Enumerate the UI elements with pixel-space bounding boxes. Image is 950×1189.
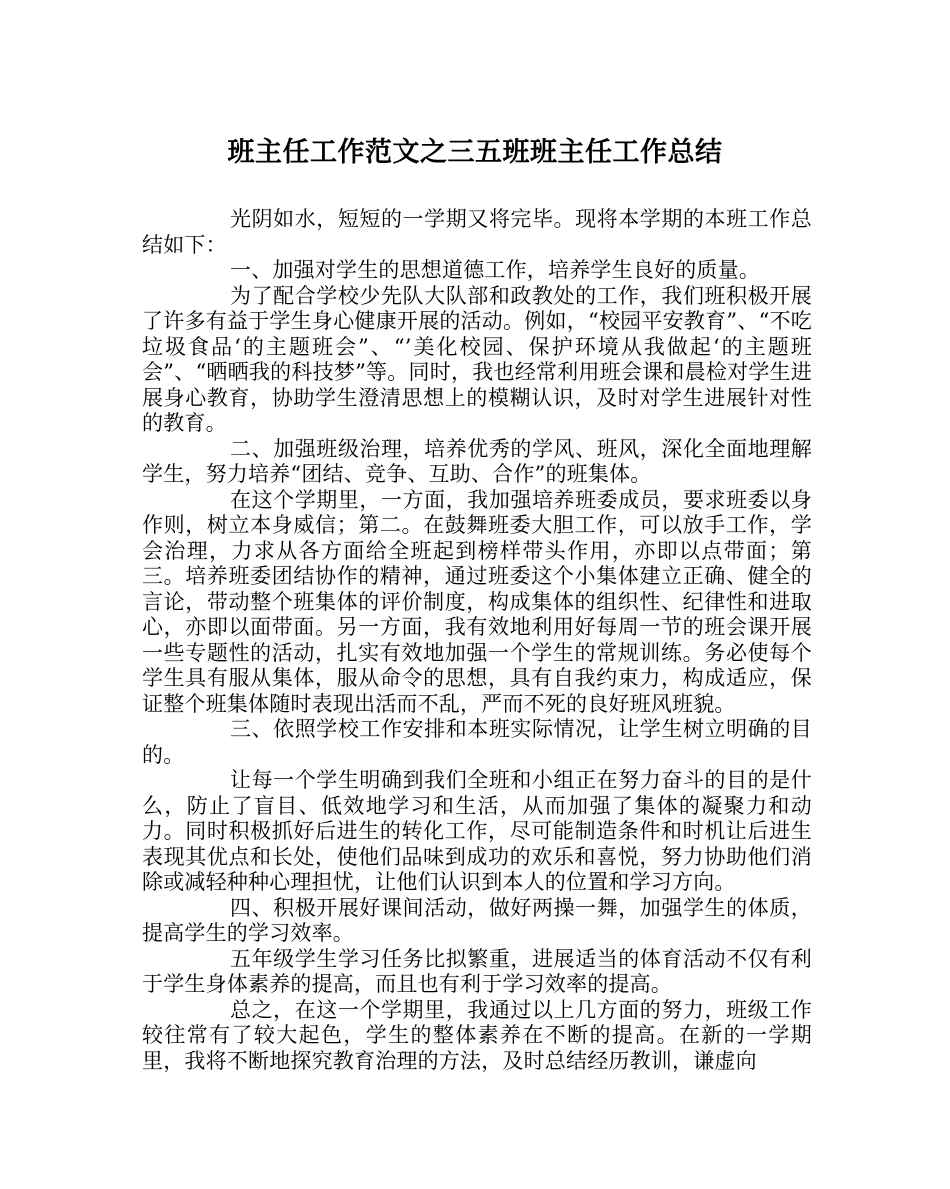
document-title: 班主任工作范文之三五班班主任工作总结 [227,137,723,168]
section-2-heading: 二、加强班级治理，培养优秀的学风、班风，深化全面地理解学生，努力培养“团结、竞争、互助、合作”的班集体。 [142,436,812,486]
section-3-paragraph: 让每一个学生明确到我们全班和小组正在努力奋斗的目的是什么，防止了盲目、低效地学习和生活，从而加强了集体的凝聚力和动力。同时积极抓好后进生的转化工作，尽可能制造条件和时机让后进生表现其优点和长处，使他们品味到成功的欢乐和喜悦，努力协助他们消除或减轻种种心理担忧，让他们认识到本人的位置和学习方向。 [142,768,812,894]
section-1-heading: 一、加强对学生的思想道德工作，培养学生良好的质量。 [230,258,760,282]
document-body [142,207,812,1074]
section-4-paragraph: 五年级学生学习任务比拟繁重，进展适当的体育活动不仅有利于学生身体素养的提高，而且也有利于学习效率的提高。 [142,946,812,996]
intro-paragraph: 光阴如水，短短的一学期又将完毕。现将本学期的本班工作总结如下： [142,207,812,257]
section-1-paragraph: 为了配合学校少先队大队部和政教处的工作，我们班积极开展了许多有益于学生身心健康开展的活动。例如，“校园平安教育”、“不吃垃圾食品‘的主题班会”、“’美化校园、保护环境从我做起‘的主题班会”、“晒晒我的科技梦”等。同时，我也经常利用班会课和晨检对学生进展身心教育，协助学生澄清思想上的模糊认识，及时对学生进展针对性的教育。 [142,283,812,435]
section-2-paragraph: 在这个学期里，一方面，我加强培养班委成员，要求班委以身作则，树立本身威信；第二。在鼓舞班委大胆工作，可以放手工作，学会治理，力求从各方面给全班起到榜样带头作用，亦即以点带面；第三。培养班委团结协作的精神，通过班委这个小集体建立正确、健全的言论，带动整个班集体的评价制度，构成集体的组织性、纪律性和进取心，亦即以面带面。另一方面，我有效地利用好每周一节的班会课开展一些专题性的活动，扎实有效地加强一个学生的常规训练。务必使每个学生具有服从集体，服从命令的思想，具有自我约束力，构成适应，保证整个班集体随时表现出活而不乱，严而不死的良好班风班貌。 [142,487,812,716]
conclusion-paragraph: 总之，在这一个学期里，我通过以上几方面的努力，班级工作较往常有了较大起色，学生的整体素养在不断的提高。在新的一学期里，我将不断地探究教育治理的方法，及时总结经历教训，谦虚向 [142,997,812,1073]
section-4-heading: 四、积极开展好课间活动，做好两操一舞，加强学生的体质，提高学生的学习效率。 [142,895,812,945]
section-3-heading: 三、依照学校工作安排和本班实际情况，让学生树立明确的目的。 [142,717,812,767]
